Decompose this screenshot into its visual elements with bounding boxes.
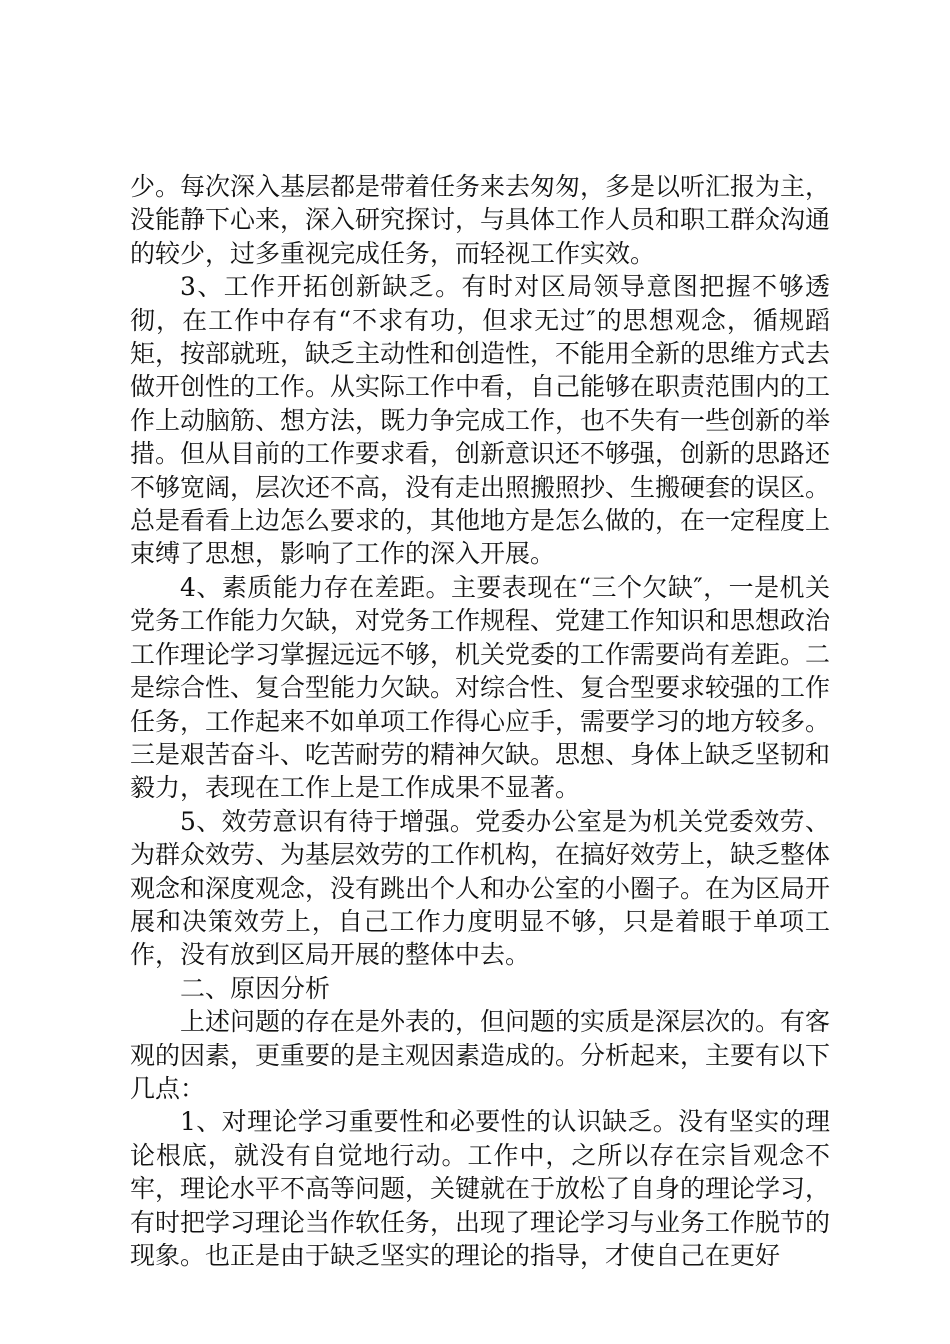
paragraph-item-5: 5、效劳意识有待于增强。党委办公室是为机关党委效劳、为群众效劳、为基层效劳的工作机构，在搞好效劳上，缺乏整体观念和深度观念，没有跳出个人和办公室的小圈子。在为区局开展和决策效劳上，自己工作力度明显不够，只是着眼于单项工作，没有放到区局开展的整体中去。 <box>130 806 831 970</box>
document-body <box>130 170 830 1272</box>
paragraph-cause-intro: 上述问题的存在是外表的，但问题的实质是深层次的。有客观的因素，更重要的是主观因素造成的。分析起来，主要有以下几点： <box>130 1007 831 1103</box>
section-heading-cause-analysis: 二、原因分析 <box>180 973 331 1003</box>
paragraph-continuation: 少。每次深入基层都是带着任务来去匆匆，多是以听汇报为主，没能静下心来，深入研究探讨，与具体工作人员和职工群众沟通的较少，过多重视完成任务，而轻视工作实效。 <box>130 172 831 268</box>
paragraph-item-4: 4、素质能力存在差距。主要表现在“三个欠缺″，一是机关党务工作能力欠缺，对党务工作规程、党建工作知识和思想政治工作理论学习掌握远远不够，机关党委的工作需要尚有差距。二是综合性、复合型能力欠缺。对综合性、复合型要求较强的工作任务，工作起来不如单项工作得心应手，需要学习的地方较多。三是艰苦奋斗、吃苦耐劳的精神欠缺。思想、身体上缺乏坚韧和毅力，表现在工作上是工作成果不显著。 <box>130 572 831 803</box>
paragraph-item-3: 3、工作开拓创新缺乏。有时对区局领导意图把握不够透彻，在工作中存有“不求有功，但求无过″的思想观念，循规蹈矩，按部就班，缺乏主动性和创造性，不能用全新的思维方式去做开创性的工作。从实际工作中看，自己能够在职责范围内的工作上动脑筋、想方法，既力争完成工作，也不失有一些创新的举措。但从目前的工作要求看，创新意识还不够强，创新的思路还不够宽阔，层次还不高，没有走出照搬照抄、生搬硬套的误区。总是看看上边怎么要求的，其他地方是怎么做的，在一定程度上束缚了思想，影响了工作的深入开展。 <box>130 272 831 569</box>
paragraph-cause-1: 1、对理论学习重要性和必要性的认识缺乏。没有坚实的理论根底，就没有自觉地行动。工作中，之所以存在宗旨观念不牢，理论水平不高等问题，关键就在于放松了自身的理论学习，有时把学习理论当作软任务，出现了理论学习与业务工作脱节的现象。也正是由于缺乏坚实的理论的指导，才使自己在更好 <box>130 1107 831 1270</box>
